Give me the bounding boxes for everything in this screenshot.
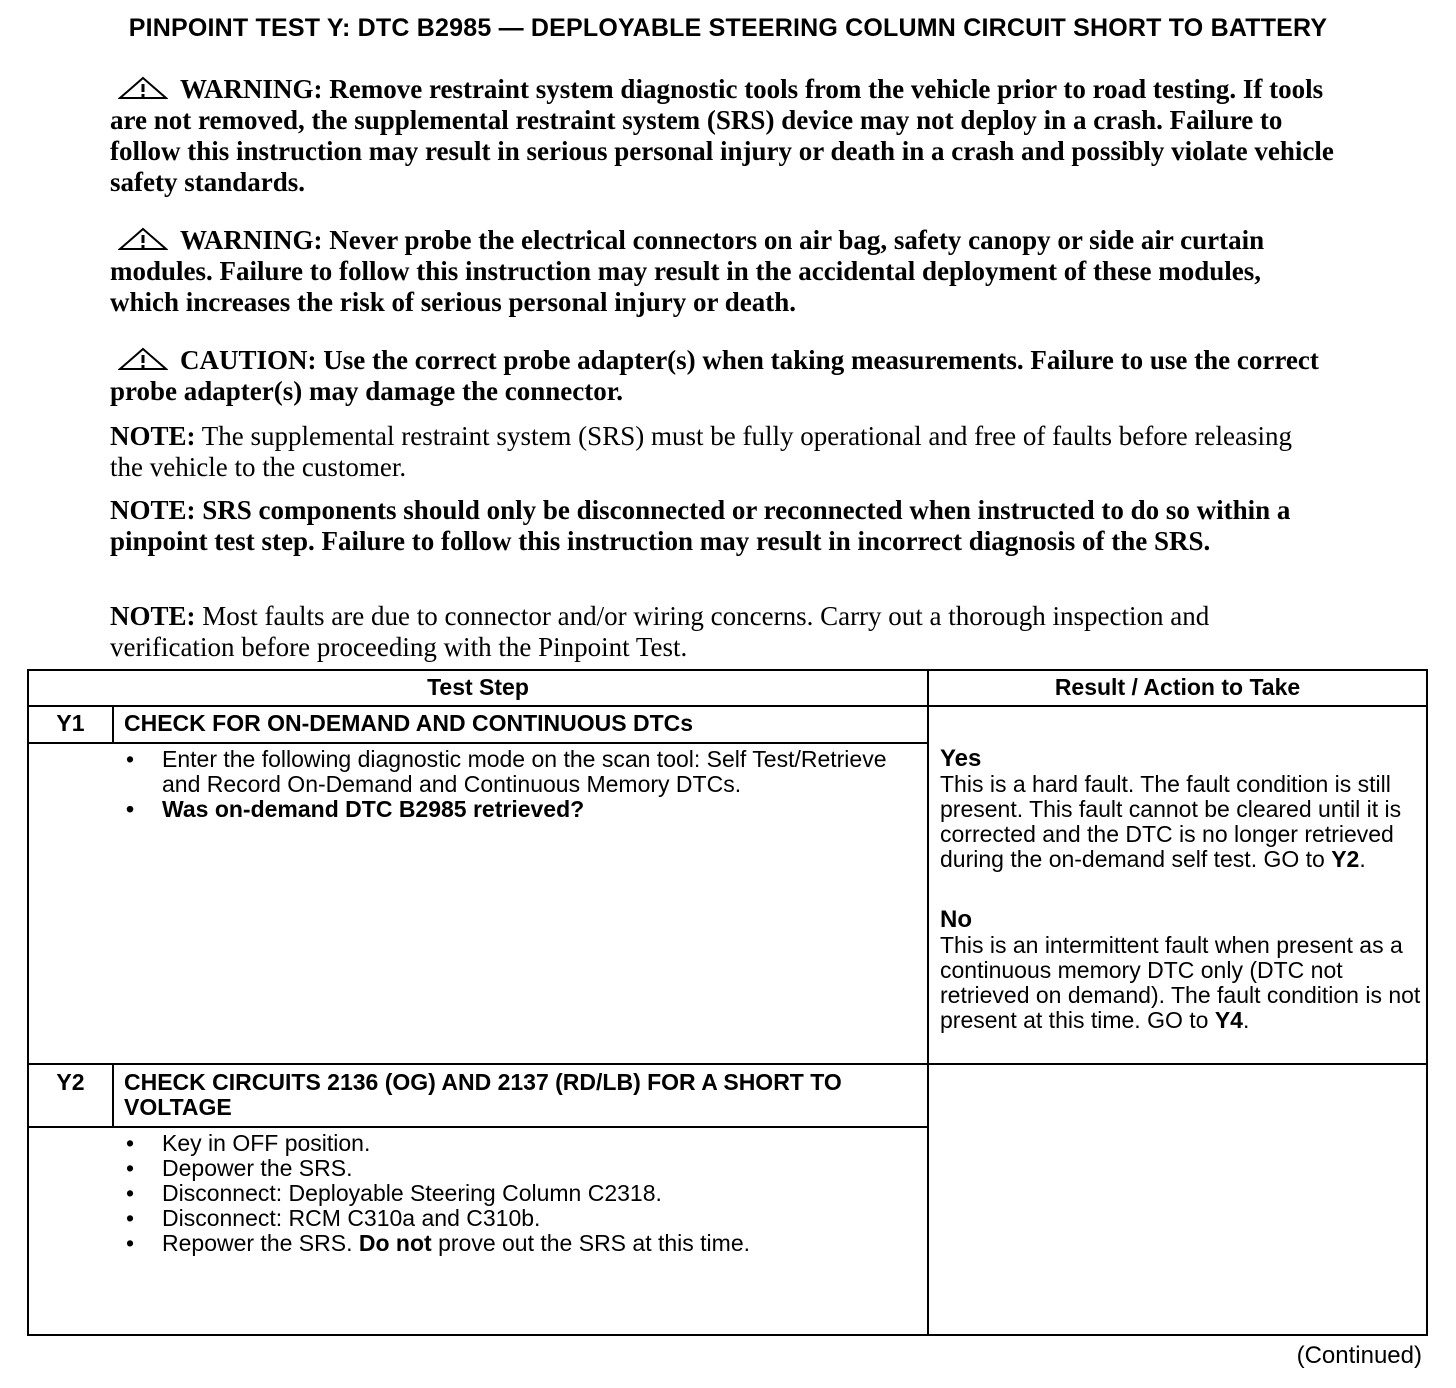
list-item: • Repower the SRS. Do not prove out the SRS at this time. — [114, 1231, 914, 1256]
note-2 — [110, 495, 1320, 557]
column-divider — [927, 671, 929, 1334]
notice-lead: CAUTION: — [180, 345, 317, 375]
list-item: • Depower the SRS. — [114, 1156, 914, 1181]
note-1 — [110, 421, 1300, 483]
id-divider — [112, 707, 114, 742]
header-test-step: Test Step — [427, 674, 529, 700]
note-lead: NOTE: — [110, 495, 196, 525]
list-item: • Key in OFF position. — [114, 1131, 914, 1156]
step-id: Y1 — [56, 710, 85, 736]
note-3 — [110, 601, 1230, 663]
title-rule — [29, 1126, 927, 1128]
result-yes — [940, 745, 1424, 872]
note-lead: NOTE: — [110, 601, 196, 631]
goto-link[interactable]: Y4 — [1214, 1007, 1243, 1033]
header-result-action: Result / Action to Take — [1054, 674, 1301, 700]
result-no — [940, 906, 1424, 1033]
warning-notice-2 — [110, 225, 1335, 318]
notice-lead: WARNING: — [180, 74, 323, 104]
step-title: CHECK CIRCUITS 2136 (OG) AND 2137 (RD/LB) FOR A SHORT TO VOLTAGE — [124, 1069, 842, 1120]
step-instructions — [114, 1131, 914, 1256]
note-text: Most faults are due to connector and/or wiring concerns. Carry out a thorough inspection and verification before proceeding with the Pinpoint Test. — [110, 601, 1210, 662]
warning-triangle-icon — [118, 347, 168, 371]
continued-label: (Continued) — [1296, 1342, 1422, 1369]
list-item: • Disconnect: Deployable Steering Column C2318. — [114, 1181, 914, 1206]
result-label: No — [940, 906, 972, 933]
list-item: • Enter the following diagnostic mode on the scan tool: Self Test/Retrieve and Record On-Demand and Continuous Memory DTCs. — [114, 747, 914, 797]
list-item: • Was on-demand DTC B2985 retrieved? — [114, 797, 914, 822]
note-lead: NOTE: — [110, 421, 196, 451]
caution-notice — [110, 345, 1335, 407]
page-title: PINPOINT TEST Y: DTC B2985 — DEPLOYABLE STEERING COLUMN CIRCUIT SHORT TO BATTERY — [128, 14, 1328, 42]
warning-notice-1 — [110, 74, 1335, 198]
step-instructions — [114, 747, 914, 822]
warning-triangle-icon — [118, 76, 168, 100]
note-text: SRS components should only be disconnected or reconnected when instructed to do so within a pinpoint test step. Failure to follow this instruction may result in incorrect diagnosis of the SRS. — [110, 495, 1291, 556]
step-title: CHECK FOR ON-DEMAND AND CONTINUOUS DTCs — [124, 710, 694, 736]
title-rule — [29, 742, 927, 744]
notice-text: Use the correct probe adapter(s) when taking measurements. Failure to use the correct probe adapter(s) may damage the connector. — [110, 345, 1319, 406]
notice-text: Remove restraint system diagnostic tools from the vehicle prior to road testing. If tools are not removed, the supplemental restraint system (SRS) device may not deploy in a crash. Failure to follow this instruction may result in serious personal injury or death in a crash and possibly violate vehicle safety standards. — [110, 74, 1334, 197]
id-divider — [112, 1065, 114, 1126]
header-rule — [29, 705, 1426, 707]
list-item: • Disconnect: RCM C310a and C310b. — [114, 1206, 914, 1231]
result-text: This is an intermittent fault when present as a continuous memory DTC only (DTC not retrieved on demand). The fault condition is not present at this time. GO to Y4. — [940, 932, 1421, 1033]
result-label: Yes — [940, 745, 982, 772]
notice-lead: WARNING: — [180, 225, 323, 255]
step-rule — [29, 1063, 1426, 1065]
goto-link[interactable]: Y2 — [1331, 846, 1360, 872]
note-text: The supplemental restraint system (SRS) must be fully operational and free of faults before releasing the vehicle to the customer. — [110, 421, 1292, 482]
notice-text: Never probe the electrical connectors on air bag, safety canopy or side air curtain modules. Failure to follow this instruction may result in the accidental deployment of these modules, which increases the risk of serious personal injury or death. — [110, 225, 1265, 317]
warning-triangle-icon — [118, 227, 168, 251]
result-text: This is a hard fault. The fault condition is still present. This fault cannot be cleared until it is corrected and the DTC is no longer retrieved during the on-demand self test. GO to Y2. — [940, 771, 1402, 872]
test-step-table — [27, 669, 1428, 1336]
step-id: Y2 — [56, 1069, 85, 1095]
